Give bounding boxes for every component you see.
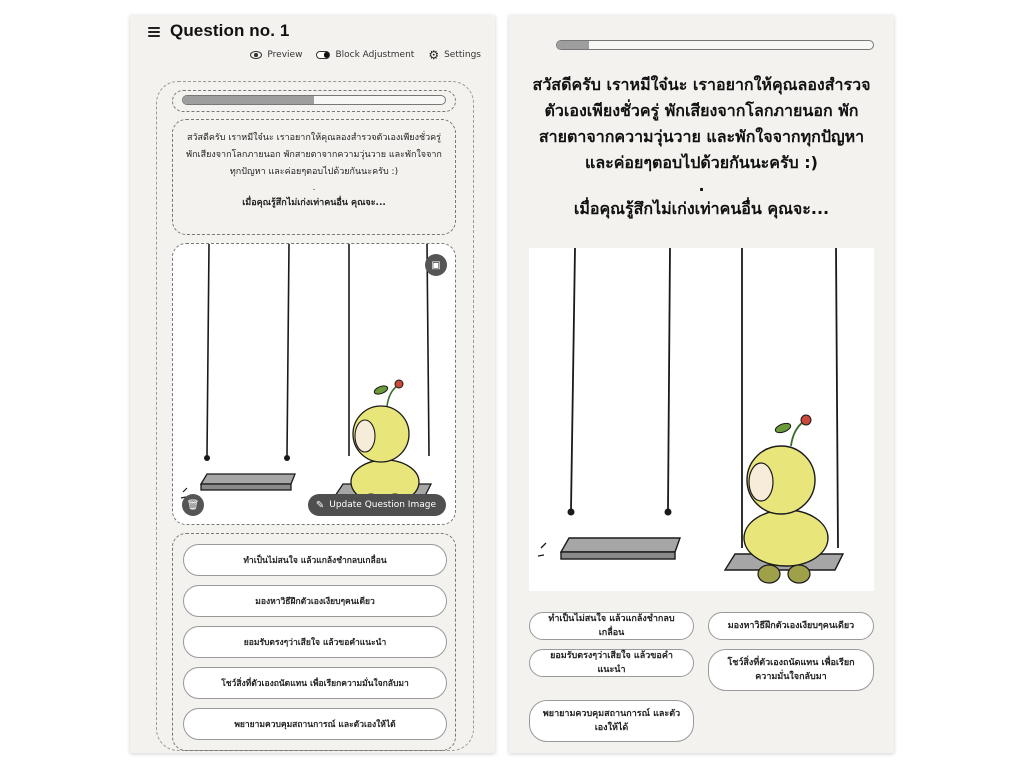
answer-option[interactable]: โชว์สิ่งที่ตัวเองถนัดแทน เพื่อเรียกความมั่นใจกลับมา bbox=[183, 667, 447, 699]
question-prompt: เมื่อคุณรู้สึกไม่เก่งเท่าคนอื่น คุณจะ... bbox=[242, 198, 386, 208]
left-swing-rope bbox=[207, 244, 209, 456]
question-text-block[interactable] bbox=[172, 119, 456, 235]
preview-answer-option[interactable]: พยายามควบคุมสถานการณ์ และตัวเองให้ได้ bbox=[529, 700, 694, 742]
answer-option[interactable]: ยอมรับตรงๆว่าเสียใจ แล้วขอคำแนะนำ bbox=[183, 626, 447, 658]
preview-answer-option[interactable]: ยอมรับตรงๆว่าเสียใจ แล้วขอคำแนะนำ bbox=[529, 649, 694, 677]
preview-answer-option[interactable]: มองหาวิธีฝึกตัวเองเงียบๆคนเดียว bbox=[708, 612, 874, 640]
update-question-image-button[interactable] bbox=[308, 494, 446, 516]
editor-header bbox=[130, 15, 495, 49]
answer-option[interactable]: มองหาวิธีฝึกตัวเองเงียบๆคนเดียว bbox=[183, 585, 447, 617]
character-face bbox=[749, 463, 773, 501]
preview-question-text-block bbox=[523, 72, 880, 222]
left-swing-seat-edge bbox=[561, 552, 675, 559]
left-swing-rope bbox=[668, 248, 670, 510]
settings-button[interactable] bbox=[428, 49, 481, 61]
eye-icon bbox=[250, 51, 262, 59]
character-body bbox=[744, 510, 828, 566]
rope-knot bbox=[204, 455, 210, 461]
answer-option[interactable]: ทำเป็นไม่สนใจ แล้วแกล้งชำกลบเกลื่อน bbox=[183, 544, 447, 576]
image-options-icon[interactable]: ▣ bbox=[425, 254, 447, 276]
preview-progress-bar-fill bbox=[557, 41, 589, 49]
delete-image-button[interactable] bbox=[182, 494, 204, 516]
sprout-stem bbox=[791, 422, 803, 446]
right-swing-rope bbox=[836, 248, 838, 548]
text-separator: . bbox=[312, 183, 316, 193]
block-adjustment-label: Block Adjustment bbox=[335, 50, 415, 60]
preview-answer-option[interactable]: โชว์สิ่งที่ตัวเองถนัดแทน เพื่อเรียกความมั่นใจกลับมา bbox=[708, 649, 874, 691]
preview-button[interactable] bbox=[250, 50, 302, 60]
preview-question-image bbox=[529, 248, 874, 591]
trash-icon: 🗑 bbox=[186, 499, 200, 511]
update-image-label: Update Question Image bbox=[329, 500, 436, 510]
character-face bbox=[355, 420, 375, 452]
left-swing-seat bbox=[201, 474, 295, 484]
preview-question-prompt: เมื่อคุณรู้สึกไม่เก่งเท่าคนอื่น คุณจะ... bbox=[573, 199, 830, 218]
left-swing-rope bbox=[571, 248, 575, 510]
left-swing-seat bbox=[561, 538, 680, 552]
settings-label: Settings bbox=[444, 50, 481, 60]
progress-bar-fill bbox=[183, 96, 314, 104]
preview-question-text: สวัสดีครับ เราหมีใจ๋นะ เราอยากให้คุณลองสำรวจตัวเองเพียงชั่วครู่ พักเสียงจากโลกภายนอก พักสายตาจากความวุ่นวาย และพักใจจากทุกปัญหา และค่อยๆตอบไปด้วยกันนะครับ :) bbox=[532, 75, 871, 172]
rope-knot bbox=[665, 509, 672, 516]
editor-toolbar bbox=[250, 49, 481, 61]
sprout-flower bbox=[395, 380, 403, 388]
rope-knot bbox=[568, 509, 575, 516]
right-swing-rope bbox=[427, 244, 429, 456]
question-text: สวัสดีครับ เราหมีใจ๋นะ เราอยากให้คุณลองสำรวจตัวเองเพียงชั่วครู่ พักเสียงจากโลกภายนอก พักสายตาจากความวุ่นวาย และพักใจจากทุกปัญหา และค่อยๆตอบไปด้วยกันนะครับ :) bbox=[186, 133, 442, 177]
answer-option[interactable]: พยายามควบคุมสถานการณ์ และตัวเองให้ได้ bbox=[183, 708, 447, 740]
character-foot bbox=[788, 565, 810, 583]
preview-label: Preview bbox=[267, 50, 303, 60]
rope-knot bbox=[284, 455, 290, 461]
preview-panel bbox=[509, 15, 894, 753]
progress-bar bbox=[182, 95, 446, 105]
preview-answer-option[interactable]: ทำเป็นไม่สนใจ แล้วแกล้งชำกลบเกลื่อน bbox=[529, 612, 694, 640]
preview-swing-illustration bbox=[529, 248, 874, 591]
motion-lines bbox=[538, 543, 546, 556]
sprout-stem bbox=[387, 386, 397, 406]
preview-text-separator: . bbox=[698, 176, 705, 195]
gear-icon: ⚙ bbox=[428, 48, 440, 62]
question-image-block[interactable] bbox=[172, 243, 456, 525]
sprout-leaf bbox=[373, 384, 389, 395]
toggle-icon bbox=[316, 51, 330, 59]
swing-illustration bbox=[173, 244, 456, 525]
pencil-icon: ✎ bbox=[315, 499, 325, 511]
sprout-flower bbox=[801, 415, 811, 425]
editor-panel bbox=[130, 15, 495, 753]
left-swing-seat-edge bbox=[201, 484, 291, 490]
preview-progress-bar bbox=[556, 40, 874, 50]
left-swing-rope bbox=[287, 244, 289, 456]
block-adjustment-toggle[interactable] bbox=[316, 50, 414, 60]
page-title: Question no. 1 bbox=[170, 21, 290, 40]
hamburger-menu-icon[interactable] bbox=[148, 27, 160, 37]
character-foot bbox=[758, 565, 780, 583]
sprout-leaf bbox=[774, 422, 792, 435]
answer-options-block[interactable] bbox=[172, 533, 456, 751]
